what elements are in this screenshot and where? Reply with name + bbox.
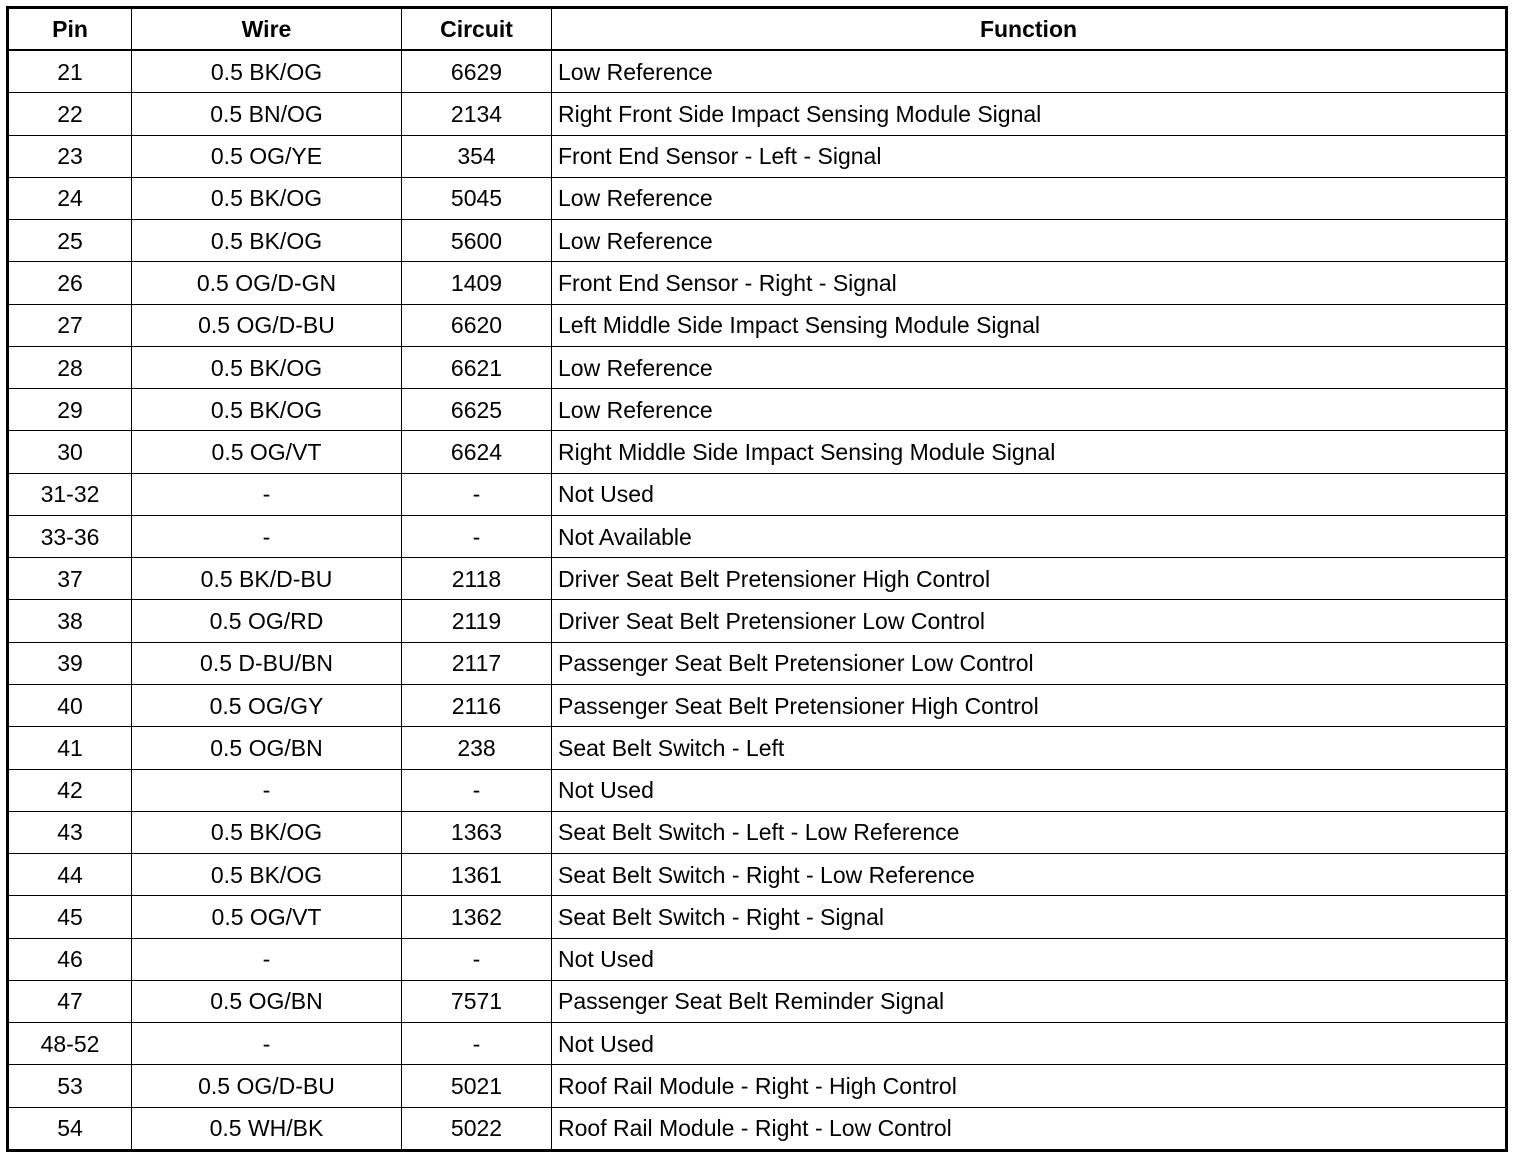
table-row	[8, 1107, 1507, 1150]
cell-function: Passenger Seat Belt Reminder Signal	[552, 980, 1507, 1022]
cell-pin: 24	[8, 177, 132, 219]
cell-pin: 40	[8, 685, 132, 727]
table-row	[8, 600, 1507, 642]
cell-pin: 48-52	[8, 1023, 132, 1065]
table-row	[8, 304, 1507, 346]
cell-function: Front End Sensor - Left - Signal	[552, 135, 1507, 177]
cell-circuit: 1362	[402, 896, 552, 938]
cell-wire: 0.5 BK/OG	[132, 50, 402, 93]
cell-pin: 23	[8, 135, 132, 177]
table-row	[8, 50, 1507, 93]
cell-function: Not Used	[552, 473, 1507, 515]
connector-pin-table	[6, 6, 1508, 1152]
cell-wire: -	[132, 515, 402, 557]
cell-function: Seat Belt Switch - Right - Signal	[552, 896, 1507, 938]
table-row	[8, 558, 1507, 600]
cell-wire: 0.5 OG/VT	[132, 896, 402, 938]
cell-wire: -	[132, 769, 402, 811]
cell-pin: 43	[8, 811, 132, 853]
cell-circuit: 6620	[402, 304, 552, 346]
cell-circuit: -	[402, 473, 552, 515]
cell-function: Not Available	[552, 515, 1507, 557]
table-row	[8, 431, 1507, 473]
table-row	[8, 727, 1507, 769]
cell-pin: 38	[8, 600, 132, 642]
cell-wire: 0.5 OG/RD	[132, 600, 402, 642]
cell-wire: 0.5 OG/D-GN	[132, 262, 402, 304]
cell-circuit: 1361	[402, 854, 552, 896]
table-body	[8, 50, 1507, 1151]
cell-function: Not Used	[552, 938, 1507, 980]
table-row	[8, 854, 1507, 896]
cell-pin: 27	[8, 304, 132, 346]
cell-pin: 30	[8, 431, 132, 473]
cell-circuit: 2117	[402, 642, 552, 684]
cell-pin: 53	[8, 1065, 132, 1107]
cell-pin: 46	[8, 938, 132, 980]
table-row	[8, 177, 1507, 219]
cell-wire: 0.5 OG/BN	[132, 727, 402, 769]
cell-wire: -	[132, 473, 402, 515]
table-row	[8, 1065, 1507, 1107]
cell-circuit: -	[402, 938, 552, 980]
cell-wire: 0.5 OG/D-BU	[132, 1065, 402, 1107]
cell-circuit: 5021	[402, 1065, 552, 1107]
cell-function: Seat Belt Switch - Left - Low Reference	[552, 811, 1507, 853]
cell-function: Driver Seat Belt Pretensioner Low Control	[552, 600, 1507, 642]
table-row	[8, 642, 1507, 684]
table-row	[8, 1023, 1507, 1065]
table-row	[8, 473, 1507, 515]
cell-circuit: 6621	[402, 346, 552, 388]
cell-circuit: 6625	[402, 389, 552, 431]
cell-wire: 0.5 BN/OG	[132, 93, 402, 135]
table-row	[8, 685, 1507, 727]
cell-wire: 0.5 BK/OG	[132, 346, 402, 388]
cell-pin: 22	[8, 93, 132, 135]
cell-function: Passenger Seat Belt Pretensioner High Control	[552, 685, 1507, 727]
table-header	[8, 8, 1507, 51]
cell-function: Roof Rail Module - Right - High Control	[552, 1065, 1507, 1107]
cell-wire: 0.5 OG/VT	[132, 431, 402, 473]
table-row	[8, 93, 1507, 135]
table-row	[8, 515, 1507, 557]
cell-function: Front End Sensor - Right - Signal	[552, 262, 1507, 304]
cell-function: Roof Rail Module - Right - Low Control	[552, 1107, 1507, 1150]
cell-pin: 26	[8, 262, 132, 304]
table-row	[8, 896, 1507, 938]
cell-function: Passenger Seat Belt Pretensioner Low Control	[552, 642, 1507, 684]
cell-pin: 21	[8, 50, 132, 93]
cell-circuit: 2119	[402, 600, 552, 642]
cell-circuit: -	[402, 515, 552, 557]
cell-wire: 0.5 BK/OG	[132, 811, 402, 853]
table-row	[8, 262, 1507, 304]
cell-circuit: 238	[402, 727, 552, 769]
cell-pin: 29	[8, 389, 132, 431]
cell-function: Low Reference	[552, 50, 1507, 93]
cell-circuit: 2134	[402, 93, 552, 135]
cell-wire: 0.5 BK/OG	[132, 389, 402, 431]
cell-circuit: 2118	[402, 558, 552, 600]
cell-function: Low Reference	[552, 177, 1507, 219]
cell-function: Left Middle Side Impact Sensing Module Signal	[552, 304, 1507, 346]
cell-circuit: 6624	[402, 431, 552, 473]
cell-pin: 33-36	[8, 515, 132, 557]
table-row	[8, 811, 1507, 853]
cell-wire: 0.5 OG/BN	[132, 980, 402, 1022]
cell-wire: 0.5 OG/GY	[132, 685, 402, 727]
cell-function: Not Used	[552, 769, 1507, 811]
header-wire: Wire	[132, 8, 402, 51]
cell-function: Seat Belt Switch - Right - Low Reference	[552, 854, 1507, 896]
cell-pin: 54	[8, 1107, 132, 1150]
cell-function: Seat Belt Switch - Left	[552, 727, 1507, 769]
cell-pin: 47	[8, 980, 132, 1022]
cell-pin: 42	[8, 769, 132, 811]
header-function: Function	[552, 8, 1507, 51]
cell-function: Driver Seat Belt Pretensioner High Control	[552, 558, 1507, 600]
cell-circuit: 1363	[402, 811, 552, 853]
cell-function: Not Used	[552, 1023, 1507, 1065]
cell-wire: 0.5 D-BU/BN	[132, 642, 402, 684]
cell-wire: 0.5 WH/BK	[132, 1107, 402, 1150]
cell-circuit: -	[402, 769, 552, 811]
cell-function: Right Front Side Impact Sensing Module Signal	[552, 93, 1507, 135]
cell-pin: 25	[8, 220, 132, 262]
table-row	[8, 389, 1507, 431]
table-row	[8, 346, 1507, 388]
cell-pin: 31-32	[8, 473, 132, 515]
cell-wire: 0.5 BK/OG	[132, 177, 402, 219]
cell-circuit: -	[402, 1023, 552, 1065]
cell-function: Low Reference	[552, 346, 1507, 388]
cell-wire: 0.5 BK/OG	[132, 220, 402, 262]
cell-wire: 0.5 OG/YE	[132, 135, 402, 177]
header-pin: Pin	[8, 8, 132, 51]
table-row	[8, 938, 1507, 980]
cell-wire: 0.5 BK/D-BU	[132, 558, 402, 600]
cell-pin: 41	[8, 727, 132, 769]
cell-circuit: 6629	[402, 50, 552, 93]
cell-circuit: 5045	[402, 177, 552, 219]
table-row	[8, 135, 1507, 177]
cell-wire: 0.5 BK/OG	[132, 854, 402, 896]
cell-wire: 0.5 OG/D-BU	[132, 304, 402, 346]
cell-circuit: 1409	[402, 262, 552, 304]
cell-pin: 45	[8, 896, 132, 938]
cell-circuit: 5600	[402, 220, 552, 262]
cell-pin: 39	[8, 642, 132, 684]
table-row	[8, 220, 1507, 262]
cell-circuit: 354	[402, 135, 552, 177]
cell-function: Right Middle Side Impact Sensing Module Signal	[552, 431, 1507, 473]
cell-function: Low Reference	[552, 220, 1507, 262]
cell-function: Low Reference	[552, 389, 1507, 431]
cell-wire: -	[132, 1023, 402, 1065]
cell-wire: -	[132, 938, 402, 980]
cell-circuit: 2116	[402, 685, 552, 727]
cell-pin: 28	[8, 346, 132, 388]
cell-pin: 37	[8, 558, 132, 600]
cell-circuit: 5022	[402, 1107, 552, 1150]
header-row	[8, 8, 1507, 51]
table-row	[8, 980, 1507, 1022]
table-row	[8, 769, 1507, 811]
cell-pin: 44	[8, 854, 132, 896]
header-circuit: Circuit	[402, 8, 552, 51]
cell-circuit: 7571	[402, 980, 552, 1022]
